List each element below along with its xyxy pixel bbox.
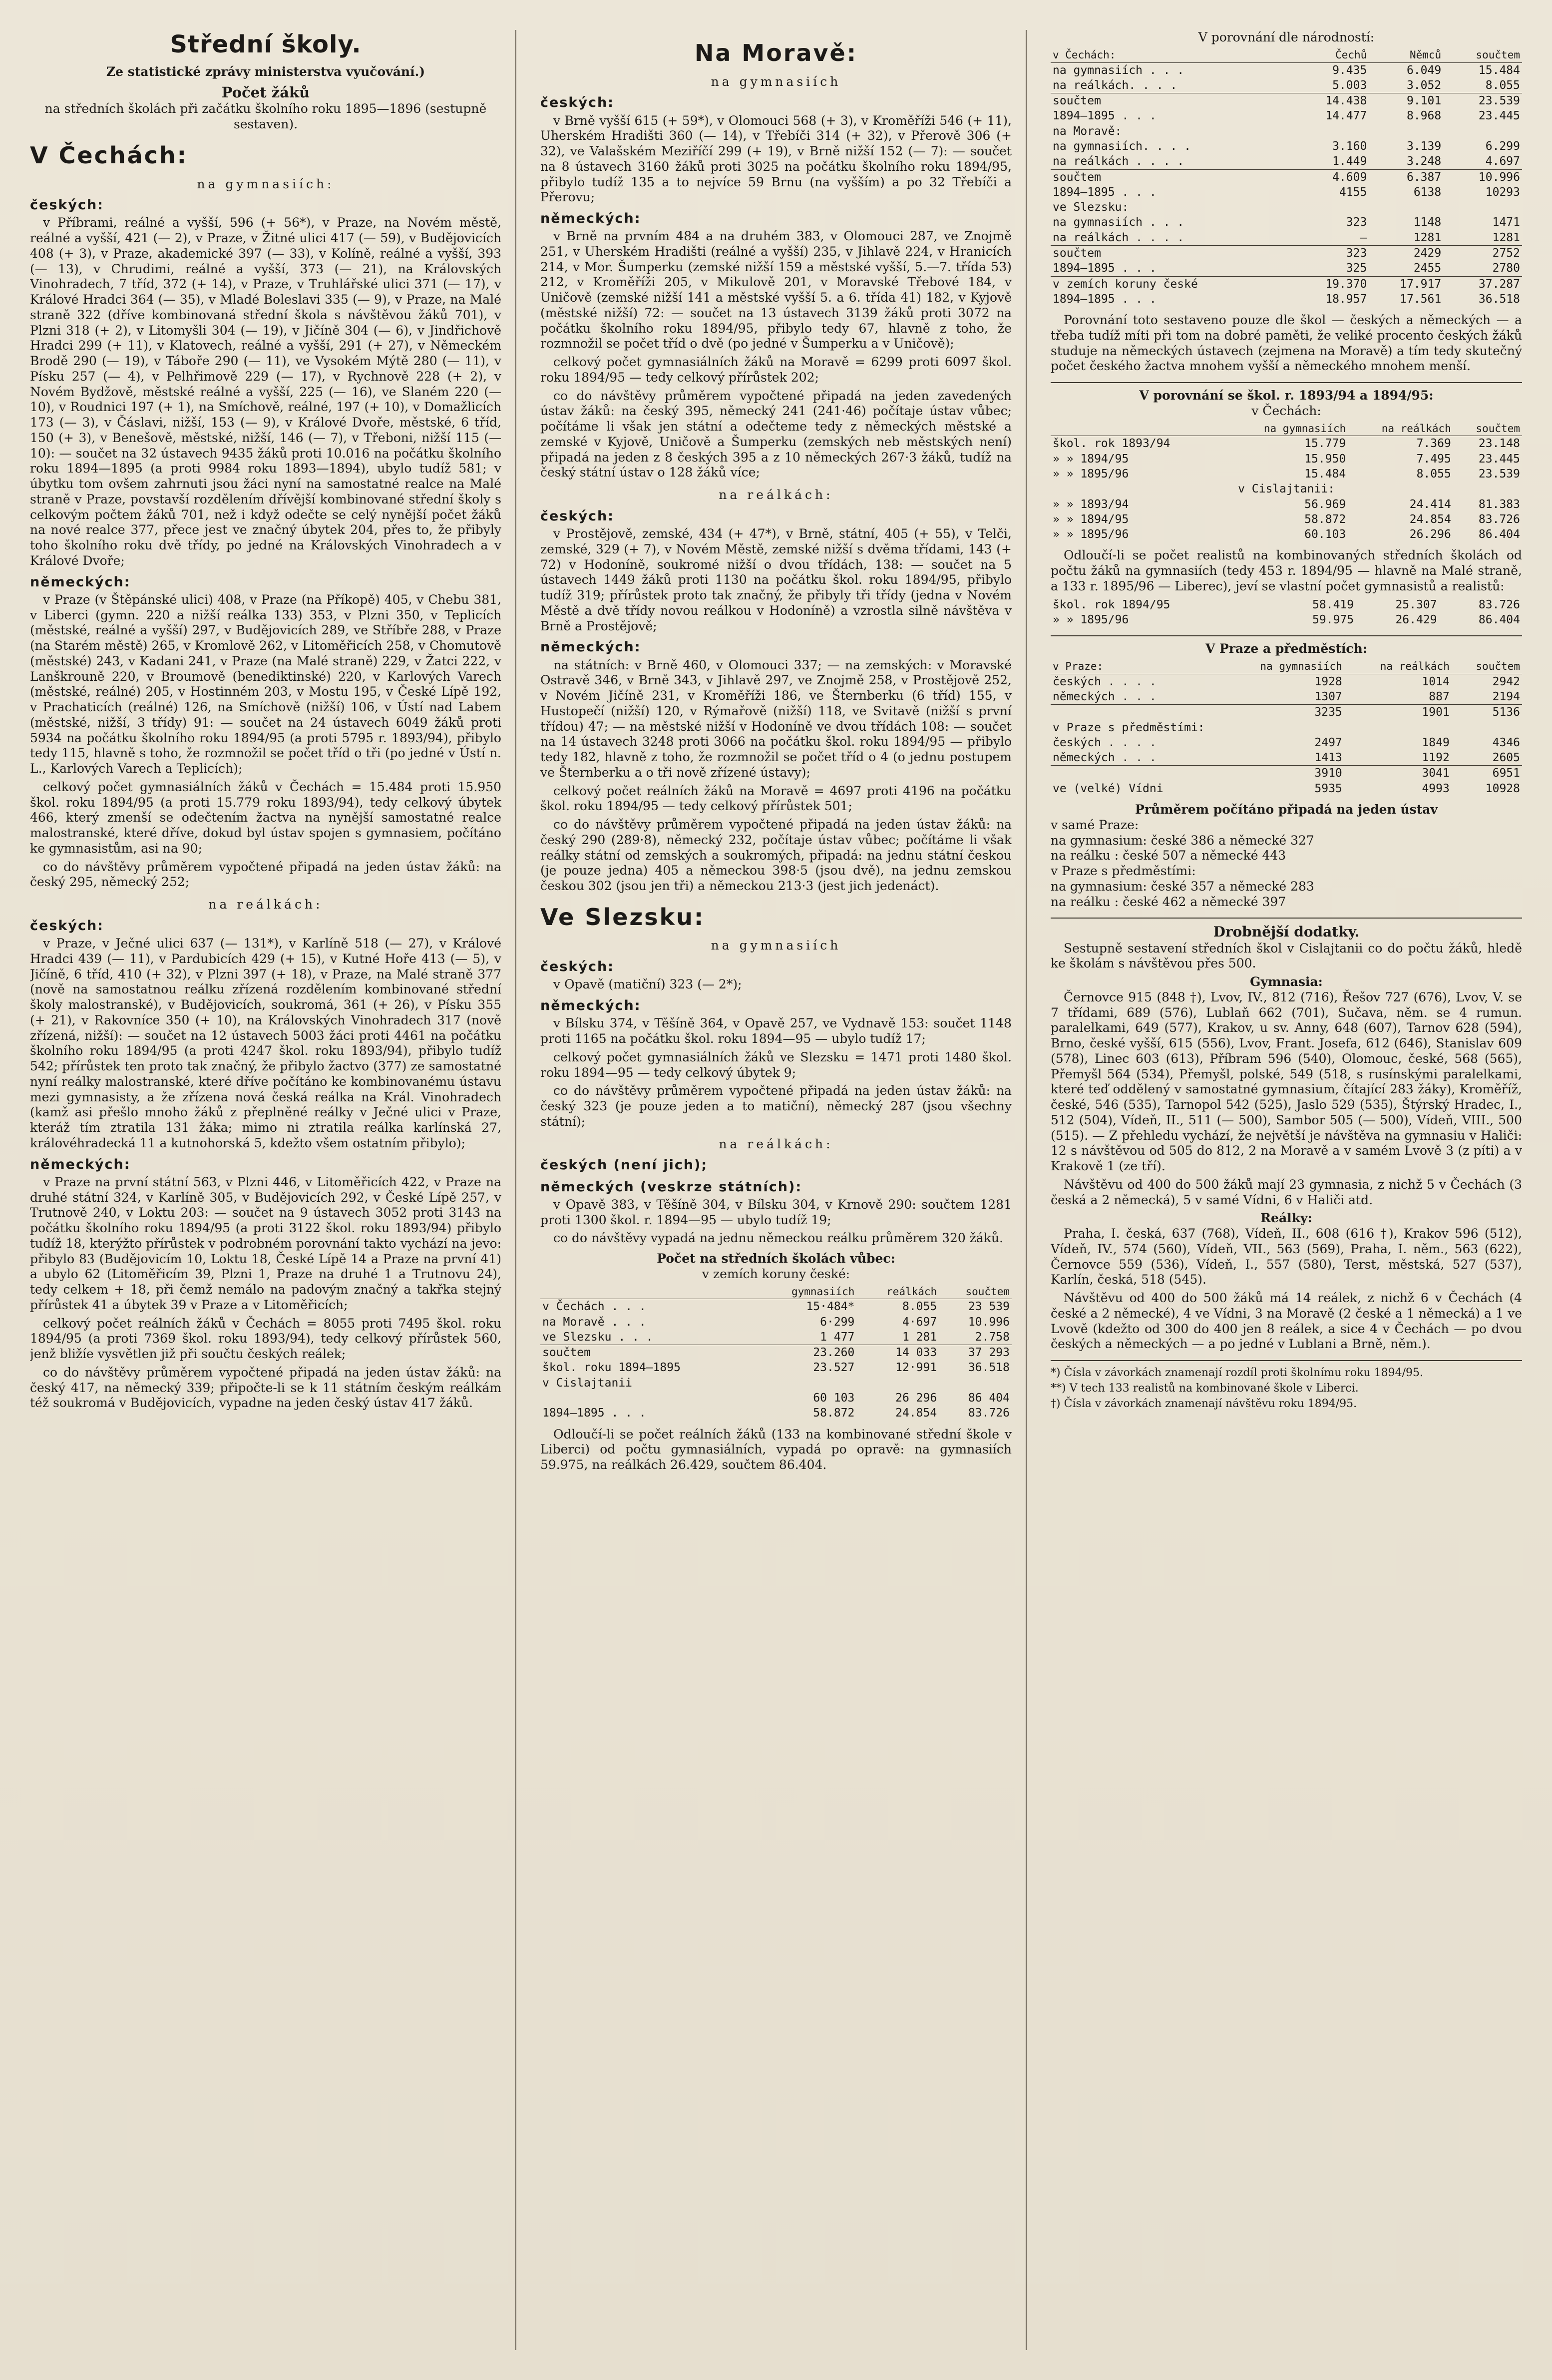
realschool-heading: na reálkách: <box>208 897 323 912</box>
average-title: Průměrem počítáno připadá na jeden ústav <box>1135 802 1438 817</box>
german-real-text: na státních: v Brně 460, v Olomouci 337; — na zemských: v Moravské Ostravě 346, v Brně 343, v Jihlavě 297, ve Znojmě 258, v Prostějově 252, v Novém Jičíně 231, v Kroměříži 186, ve Šternberku (6 tříd) 155, v Hustopečí (nižší) 120, v Rýmařově (nižší) 118, ve Svitavě (nižší s první třídou) 47; — na městské nižší v Hodoníně ve dvou třídách 108: — součet na 14 ústavech 3248 proti 3066 na počátku škol. roku 1894/95 — přibylo tedy 182, hlavně z toho, že rozmnožil se počet tříd o 4 (o jednu postupem ve Šternberku a o tři nově zřízené ústavy); <box>540 657 1012 780</box>
table-row: na Moravě: <box>1053 124 1122 138</box>
german-real-heading: německých: <box>540 639 641 655</box>
table-row: na gymnasiích. . . . 3.160 3.139 6.299 <box>1053 139 1520 153</box>
table-row: » » 1895/96 60.103 26.296 86.404 <box>1053 528 1520 541</box>
table-row: » » 1894/95 58.872 24.854 83.726 <box>1053 512 1520 526</box>
table-sum-row: součtem 14.438 9.101 23.539 <box>1051 93 1522 109</box>
czech-heading: českých: <box>540 95 614 111</box>
silesia-real-heading: na reálkách: <box>719 1136 833 1151</box>
comparison-table <box>1051 422 1522 542</box>
totals-table <box>540 1285 1012 1421</box>
closing-text: Odloučí-li se počet reálních žáků (133 na kombinované střední škole v Liberci) od počtu gymnasiálních, vypadá po opravě: na gymnasiích 59.975, na reálkách 26.429, součtem 86.404. <box>540 1427 1012 1472</box>
nationality-text: Porovnání toto sestaveno pouze dle škol — českých a německých — a třeba tudíž míti při tom na dobré paměti, že veliké procento českých žáků studuje na německých ústavech (zejmena na Moravě) a tím tedy skutečný počet českého žactva mnohem vyšší a německého mnohem menší. <box>1051 313 1522 374</box>
german-real-heading: německých: <box>30 1156 131 1172</box>
table-row: 1894—1895 . . . 58.872 24.854 83.726 <box>542 1407 1010 1420</box>
prague-title: V Praze a předměstích: <box>1205 641 1368 656</box>
czech-heading: českých: <box>30 197 104 213</box>
comparison-bohemia-heading: v Čechách: <box>1251 403 1321 418</box>
gymnasium-total-text: celkový počet gymnasiálních žáků v Čechách = 15.484 proti 15.950 škol. roku 1894/95 (a proti 15.779 roku 1893/94), tedy celkový úbytek 466, který zmenší se odečtením žactva na nynější samostatné realce malostranské, které dříve, dokud byl ústav spojen s gymnasiem, počítáno ke gymnasistům, asi na 90; <box>30 779 501 856</box>
real-total-text: celkový počet reálních žáků na Moravě = 4697 proti 4196 na počátku škol. roku 1894/95 — tedy celkový přírůstek 501; <box>540 783 1012 814</box>
region-heading-bohemia: V Čechách: <box>30 141 188 169</box>
german-real-text: v Praze na první státní 563, v Plzni 446, v Litoměřicích 422, v Praze na druhé státní 324, v Karlíně 305, v Budějovicích 292, v České Lípě 257, v Trutnově 240, v Loktu 203: — součet na 9 ústavech 3052 proti 3143 na počátku školního roku 1894/95 (a proti 3122 škol. roku 1893/94) přibylo tudíž 18, kterýžto přírůstek v podrobném porovnání takto vychází na jevo: přibylo 83 (Budějovicím 10, Loktu 18, České Lípě 14 a Praze na první 41) a ubylo 62 (Litoměřicím 39, Plzni 1, Praze na druhé 1 a Trutnovu 24), tedy celkem + 18, při čemž nemálo na padovým značný a takřka stejný přírůstek 41 a úbytek 39 v Praze a v Litoměřicích; <box>30 1174 501 1312</box>
comparison-text: Odloučí-li se počet realistů na kombinovaných středních školách od počtu žáků na gymnasiích (tedy 453 r. 1894/95 — hlavně na Malé straně, a 133 r. 1895/96 — Liberec), jeví se vlastní počet gymnasistů a realistů: <box>1051 548 1522 593</box>
real-average-text: co do návštěvy průměrem vypočtené připadá na jeden ústav žáků: na český 290 (289·8), německý 232, počítaje ústav vůbec; počítáme li však reálky státní od zemských a soukromých, připadá: na jednu státní českou (je pouze jedna) 405 a německou 398·5 (jsou dvě), na jednu zemskou českou 302 (jsou jen tři) a německou 213·3 (jest jich jedenáct). <box>540 817 1012 894</box>
gymnasium-heading: na gymnasiích: <box>197 176 335 191</box>
silesia-german-real-heading: německých (veskrze státních): <box>540 1179 802 1195</box>
table-row: » » 1894/95 15.950 7.495 23.445 <box>1053 452 1520 466</box>
region-heading-silesia: Ve Slezsku: <box>540 903 705 931</box>
source-note: Ze statistické zprávy ministerstva vyučování.) <box>106 64 425 79</box>
silesia-czech-real: českých (není jich); <box>540 1157 708 1173</box>
nationality-table <box>1051 48 1522 307</box>
german-heading: německých: <box>540 211 641 227</box>
gymnasia-title: Gymnasia: <box>1250 974 1323 989</box>
article-title: Střední školy. <box>170 30 362 58</box>
czech-gymnasium-text: v Příbrami, reálné a vyšší, 596 (+ 56*), v Praze, na Novém městě, reálné a vyšší, 421 (— 2), v Praze, v Žitné ulici 417 (— 59), v Budějovicích 408 (+ 3), v Praze, akademické 397 (— 33), v Kolíně, reálné a vyšší, 393 (— 13), v Chrudimi, reálné a vyšší, 373 (— 21), na Královských Vinohradech, 7 tříd, 372 (+ 14), v Praze, v Truhlářské ulici 371 (— 17), v Králové Hradci 364 (— 35), v Mladé Boleslavi 335 (— 9), v Praze, na Malé straně 322 (dříve kombinovaná střední škola s návštěvou žáků 701), v Plzni 318 (+ 2), v Litomyšli 304 (— 19), v Jičíně 304 (— 6), v Jindřichově Hradci 299 (+ 11), v Klatovech, reálné a vyšší, 291 (+ 27), v Německém Brodě 290 (— 19), v Táboře 290 (— 11), ve Vysokém Mýtě 280 (— 11), v Písku 257 (— 4), v Pelhřimově 229 (— 17), v Rychnově 228 (+ 2), v Novém Bydžově, městské reálné a vyšší, 225 (— 16), ve Slaném 220 (— 10), v Roudnici 197 (+ 1), na Smíchově, reálné, 197 (+ 10), v Domažlicích 173 (— 3), v Čáslavi, nižší, 153 (— 9), v Králové Dvoře, městské, 6 tříd, 150 (+ 3), v Benešově, městské, nižší, 146 (— 7), v Třeboni, nižší 115 (— 10): — součet na 32 ústavech 9435 žáků proti 10.016 na počátku školního roku 1894—1895 (a proti 9984 roku 1893—1894), ubylo tudíž 581; v úbytku tom ovšem zahrnuti jsou žáci nyní na samostatné realce na Malé straně v Praze, povstavší rozdělením dřívější kombinované střední školy s celkovým počtem žáků 701, než i když odečte se celý nynější počet žáků na nové realce 377, přece jest ve značný úbytek 204, přes to, že přibyly toho školního roku dvě třídy, po jedné na Královských Vinohradech a v Králové Dvoře; <box>30 215 501 568</box>
table-row: na reálkách . . . . 1.449 3.248 4.697 <box>1053 155 1520 168</box>
section-title: Počet žáků <box>221 83 310 101</box>
table-header-row: v Čechách: Čechů Němců součtem <box>1051 48 1522 62</box>
section-subtitle: na středních školách při začátku školního roku 1895—1896 (sestupně sestaven). <box>44 101 487 132</box>
table-subtitle: v zemích koruny české: <box>702 1266 850 1281</box>
table-row: v Praze s předměstími: <box>1053 721 1205 734</box>
table-row: 1894—1895 . . . 4155 6138 10293 <box>1053 185 1520 199</box>
gymnasium-average-text: co do návštěvy průměrem vypočtené připadá na jeden zavedených ústav žáků: na český 395, německý 241 (241·46) počítaje ústav vůbec; počítáme li však jen státní a odečteme tedy z německých městské a zemské v Kyjově, Uničově a Šumperku (zemských neb městských není) připadá na jeden z 8 českých 395 a z 10 německých 267·3 žáků, tudíž na český státní ústav o 128 žáků více; <box>540 388 1012 480</box>
table-row: českých . . . . 2497 1849 4346 <box>1053 736 1520 749</box>
table-row: na gymnasiích . . . 9.435 6.049 15.484 <box>1053 63 1520 77</box>
footnote: †) Čísla v závorkách znamenají návštěvu roku 1894/95. <box>1051 1398 1357 1411</box>
czech-real-heading: českých: <box>540 508 614 524</box>
table-row: » » 1895/96 15.484 8.055 23.539 <box>1053 467 1520 480</box>
table-row: škol. rok 1893/94 15.779 7.369 23.148 <box>1053 437 1520 451</box>
realschool-heading: na reálkách: <box>719 487 833 502</box>
german-gymnasium-text: v Praze (v Štěpánské ulici) 408, v Praze (na Příkopě) 405, v Chebu 381, v Liberci (gymn. 220 a nižší reálka 133) 353, v Plzni 350, v Teplicích (městské, reálné a vyšší) 297, v Budějovicích 289, ve Stříbře 288, v Praze (na Starém městě) 265, v Kromlově 262, v Litoměřicích 258, v Chomutově (městské) 243, v Kadani 241, v Praze (na Malé straně) 229, v Žatci 222, v Lanškrouně 220, v Broumově (benediktinské) 220, v Karlových Varech (městské, reálné) 205, v Hostinném 203, v Mostu 195, v České Lípě 192, v Prachaticích (reálné) 126, na Smíchově (nižší) 106, v Ústí nad Labem (městské, nižší, 3 třídy) 91: — součet na 24 ústavech 6049 žáků proti 5934 na počátku školního roku 1894/95 (a proti 5795 r. 1893/94), přibylo tedy 115, hlavně s toho, že rozmnožil se počet tříd o tři (po jedné v Ústí n. L., Karlových Varech a Teplicích); <box>30 592 501 776</box>
czech-gymnasium-text: v Brně vyšší 615 (+ 59*), v Olomouci 568 (+ 3), v Kroměříži 546 (+ 11), Uherském Hradišti 360 (— 14), v Třebíči 314 (+ 32), v Přerově 306 (+ 32), ve Valašském Meziříčí 299 (+ 19), v Brně nižší 152 (— 7): — součet na 8 ústavech 3160 žáků proti 3025 na počátku školního roku 1894/95, přibylo tudíž 135 a to nejvíce 59 Brnu (na vyšším) a po 32 Třebíči a Přerovu; <box>540 113 1012 205</box>
divider <box>1051 1360 1522 1361</box>
table-row: 60 103 26 296 86 404 <box>813 1392 1010 1405</box>
real-average-text: co do návštěvy průměrem vypočtené připadá na jeden ústav žáků: na český 417, na německý 339; připočte-li se k 11 státním českým reálkám též soukromá v Budějovicích, vypadne na jeden český ústav 417 žáků. <box>30 1365 501 1411</box>
table-row: ve (velké) Vídni 5935 4993 10928 <box>1053 782 1520 795</box>
details-title: Drobnější dodatky. <box>1213 924 1360 941</box>
silesia-gymnasium-heading: na gymnasiích <box>711 938 841 953</box>
table-row: škol. rok 1894/95 58.419 25.307 83.726 <box>1053 598 1520 611</box>
footnote: **) V tech 133 realistů na kombinované škole v Liberci. <box>1051 1382 1359 1395</box>
table-row: na reálkách. . . . 5.003 3.052 8.055 <box>1053 78 1520 92</box>
region-heading-moravia: Na Moravě: <box>694 39 858 66</box>
gymnasium-heading: na gymnasiích <box>711 74 841 89</box>
table-row: v Cislajtanii: <box>1238 482 1335 496</box>
gymnasium-total-text: celkový počet gymnasiálních žáků na Moravě = 6299 proti 6097 škol. roku 1894/95 — tedy celkový přírůstek 202; <box>540 355 1012 385</box>
table-row: škol. roku 1894—1895 23.527 12·991 36.518 <box>542 1361 1010 1375</box>
table-header-row: gymnasiích reálkách součtem <box>540 1285 1012 1299</box>
table-row: 1894—1895 . . . 18.957 17.561 36.518 <box>1053 292 1520 306</box>
table-row: v Čechách . . . 15·484* 8.055 23 539 <box>542 1300 1010 1314</box>
footnote: *) Čísla v závorkách znamenají rozdíl proti školnímu roku 1894/95. <box>1051 1367 1424 1380</box>
silesia-real-average: co do návštěvy vypadá na jednu německou reálku průměrem 320 žáků. <box>553 1231 1004 1246</box>
silesia-czech-text: v Opavě (matiční) 323 (— 2*); <box>553 977 742 992</box>
realschools-text: Praha, I. česká, 637 (768), Vídeň, II., 608 (616 †), Krakov 596 (512), Vídeň, IV., 574 (560), Vídeň, VII., 563 (569), Praha, I. něm., 563 (622), Černovce 559 (536), Vídeň, I., 557 (580), Terst, městská, 527 (537), Karlín, česká, 518 (545). <box>1051 1226 1522 1287</box>
silesia-german-real-text: v Opavě 383, v Těšíně 304, v Bílsku 304, v Krnově 290: součtem 1281 proti 1300 škol. r. 1894—95 — ubylo tudíž 19; <box>540 1197 1012 1227</box>
real-total-text: celkový počet reálních žáků v Čechách = 8055 proti 7495 škol. roku 1894/95 (a proti 7369 škol. roku 1893/94), tedy celkový přírůstek 560, jenž bližíe vysvětlen již při součtu českých reálek; <box>30 1316 501 1362</box>
comparison-title: V porovnání se škol. r. 1893/94 a 1894/95: <box>1139 388 1434 403</box>
table-row: v Cislajtanii <box>542 1376 633 1390</box>
column-2 <box>540 30 1027 2350</box>
average-sub-2: v Praze s předměstími: <box>1051 864 1196 879</box>
details-intro: Sestupně sestavení středních škol v Cislajtanii co do počtu žáků, hledě ke školám s návštěvou přes 500. <box>1051 941 1522 971</box>
divider <box>1051 635 1522 636</box>
german-heading: německých: <box>30 574 131 590</box>
table-row: na gymnasiích . . . 323 1148 1471 <box>1053 216 1520 229</box>
table-row: německých . . . 1307 887 2194 <box>1053 690 1520 704</box>
silesia-german-text: v Bílsku 374, v Těšíně 364, v Opavě 257, ve Vydnavě 153: součet 1148 proti 1165 na počátku škol. roku 1894—95 — ubylo tudíž 17; <box>540 1016 1012 1046</box>
table-sum-row: součtem 4.609 6.387 10.996 <box>1051 169 1522 185</box>
table-row: ve Slezsku . . . 1 477 1 281 2.758 <box>542 1330 1010 1344</box>
silesia-total-text: celkový počet gymnasiálních žáků ve Slezsku = 1471 proti 1480 škol. roku 1894—95 — tedy celkový úbytek 9; <box>540 1049 1012 1080</box>
average-row: na gymnasium: české 386 a německé 327 <box>1051 833 1314 848</box>
czech-real-heading: českých: <box>30 918 104 934</box>
table-row: na Moravě . . . 6·299 4·697 10.996 <box>542 1315 1010 1329</box>
realschools-title: Reálky: <box>1260 1211 1312 1226</box>
czech-real-text: v Prostějově, zemské, 434 (+ 47*), v Brně, státní, 405 (+ 55), v Telči, zemské, 329 (+ 7), v Novém Městě, zemské nižší s dvěma třídami, 143 (+ 72) v Hodoníně, soukromé nižší o dvou třídách, 138: — součet na 5 ústavech 1449 žáků proti 1130 na počátku škol. roku 1894/95, přibylo tudíž 319; přírůstek proto tak značný, že přibyly tři třídy (jedna v Novém Městě a dvě třídy novou reálkou v Hodoníně) a vzrostla silně návštěva v Brně a Prostějově; <box>540 526 1012 633</box>
column-3 <box>1051 30 1522 2350</box>
realschools-text-2: Návštěvu od 400 do 500 žáků má 14 reálek, z nichž 6 v Čechách (4 české a 2 německé), 4 ve Vídni, 3 na Moravě (2 české a 1 německá) a 1 ve Lvově (kdežto od 300 do 400 jen 8 reálek, a sice 4 v Čechách — po dvou českých a německých — a po jedné v Lublani a Brně, něm.). <box>1051 1291 1522 1352</box>
nationality-title: V porovnání dle národností: <box>1198 30 1375 44</box>
table-row: na reálkách . . . . — 1281 1281 <box>1053 231 1520 244</box>
german-gymnasium-text: v Brně na prvním 484 a na druhém 383, v Olomouci 287, ve Znojmě 251, v Uherském Hradišti (reálné a vyšší) 235, v Jihlavě 224, v Hranicích 214, v Mor. Šumperku (zemské nižší 159 a městské vyšší, 5.—7. třída 53) 212, v Kroměříži 205, v Mikulově 201, v Moravské Třebové 184, v Uničově (zemské nižší 141 a městské vyšší 5. a 6. třída 41) 182, v Kyjově (městské nižší) 72: — součet na 13 ústavech 3139 žáků proti 3072 na počátku školního roku 1894/95, přibylo tedy 67, hlavně z toho, že rozmnožil se počet tříd o dvě (po jedné v Šumperku a v Uničově); <box>540 229 1012 351</box>
table-row: 1894—1895 . . . 14.477 8.968 23.445 <box>1053 109 1520 123</box>
silesia-average-text: co do návštěvy průměrem vypočtené připadá na jeden ústav žáků: na český 323 (je pouze jeden a to matiční), německý 287 (jsou všechny státní); <box>540 1083 1012 1129</box>
gymnasia-text-2: Návštěvu od 400 do 500 žáků mají 23 gymnasia, z nichž 5 v Čechách (3 česká a 2 německá), 5 v samé Vídni, 6 v Haliči atd. <box>1051 1177 1522 1207</box>
silesia-german-heading: německých: <box>540 998 641 1014</box>
table-sum-row: součtem 323 2429 2752 <box>1051 245 1522 261</box>
table-row: v zemích koruny české 19.370 17.917 37.287 <box>1051 276 1522 292</box>
table-sum-row: součtem 23.260 14 033 37 293 <box>540 1345 1012 1361</box>
table-sum-row: 3910 3041 6951 <box>1051 766 1522 781</box>
average-row: na reálku : české 462 a německé 397 <box>1051 894 1286 909</box>
average-sub-1: v samé Praze: <box>1051 817 1139 832</box>
average-row: na reálku : české 507 a německé 443 <box>1051 848 1286 863</box>
table-header-row: na gymnasiích na reálkách součtem <box>1051 422 1522 436</box>
czech-real-text: v Praze, v Ječné ulici 637 (— 131*), v Karlíně 518 (— 27), v Králové Hradci 439 (— 11), v Pardubicích 429 (+ 15), v Kutné Hoře 413 (— 5), v Jičíně, 6 tříd, 410 (+ 32), v Plzni 397 (+ 18), v Praze, na Malé straně 377 (nově na samostatnou reálku zřízená rozdělením kombinované střední školy malostranské), v Budějovicích, soukromá, 361 (+ 26), v Písku 355 (+ 21), v Rakovníce 350 (+ 10), na Královských Vinohradech 317 (nově zřízená, nižší): — součet na 12 ústavech 5003 žáci proti 4461 na počátku školního roku 1894/95 (a proti 4247 škol. roku 1893/94), přibylo tudíž 542; přírůstek ten proto tak značný, že přibylo žactvo (377) ze samostatné nyní reálky malostranské, které dříve počítáno ke kombinovanému ústavu mezi gymnasisty, a že zřízena nová česká reálka na Král. Vinohradech (kamž asi přešlo mnoho žáků z přeplněné reálky v Ječné ulici v Praze, kteráž tím ztratila 131 žáka; mimo ni ztratila reálka karlínská 27, královéhradecká 11 a kutnohorská 5, kdežto všem ostatním přibylo); <box>30 936 501 1150</box>
table-sum-row: 3235 1901 5136 <box>1051 705 1522 720</box>
silesia-czech-heading: českých: <box>540 959 614 975</box>
table-header-row: v Praze: na gymnasiích na reálkách součtem <box>1051 660 1522 674</box>
divider <box>1051 918 1522 919</box>
gymnasium-average-text: co do návštěvy průměrem vypočtené připadá na jeden ústav žáků: na český 295, německý 252; <box>30 859 501 890</box>
corrected-table <box>1051 597 1522 628</box>
table-row: » » 1893/94 56.969 24.414 81.383 <box>1053 497 1520 511</box>
divider <box>1051 382 1522 383</box>
table-row: ve Slezsku: <box>1053 201 1129 214</box>
column-1 <box>30 30 516 2350</box>
table-row: německých . . . 1413 1192 2605 <box>1053 751 1520 765</box>
prague-table <box>1051 660 1522 796</box>
table-row: » » 1895/96 59.975 26.429 86.404 <box>1053 613 1520 626</box>
table-title: Počet na středních školách vůbec: <box>657 1251 895 1266</box>
gymnasia-text: Černovce 915 (848 †), Lvov, IV., 812 (716), Řešov 727 (676), Lvov, V. se 7 třídami, 689 (576), Lublaň 662 (701), Sučava, něm. se 4 rumun. paralelkami, 649 (577), Krakov, u sv. Anny, 648 (607), Tarnov 628 (594), Brno, české vyšší, 615 (556), Lvov, Frant. Josefa, 612 (646), Stanislav 609 (578), Linec 603 (613), Příbram 596 (540), Olomouc, české, 568 (565), Přemyšl 564 (534), Přemyšl, polské, 549 (518, s rusínskými paralelkami, které teď oddělený v samostatné gymnasium, čítající 283 žáky), Kroměříž, české, 546 (535), Tarnopol 542 (525), Jaslo 529 (535), Štýrský Hradec, I., 512 (504), Vídeň, II., 511 (— 500), Sambor 505 (— 500), Vídeň, VIII., 500 (515). — Z přehledu vychází, že největší je návštěva na gymnasiu v Haliči: 12 s návštěvou od 505 do 812, 2 na Moravě a v samém Lvově 3 (z píti) a v Krakově 1 (ze tří). <box>1051 989 1522 1174</box>
table-row: 1894—1895 . . . 325 2455 2780 <box>1053 262 1520 275</box>
table-row: českých . . . . 1928 1014 2942 <box>1053 675 1520 688</box>
average-row: na gymnasium: české 357 a německé 283 <box>1051 879 1314 894</box>
